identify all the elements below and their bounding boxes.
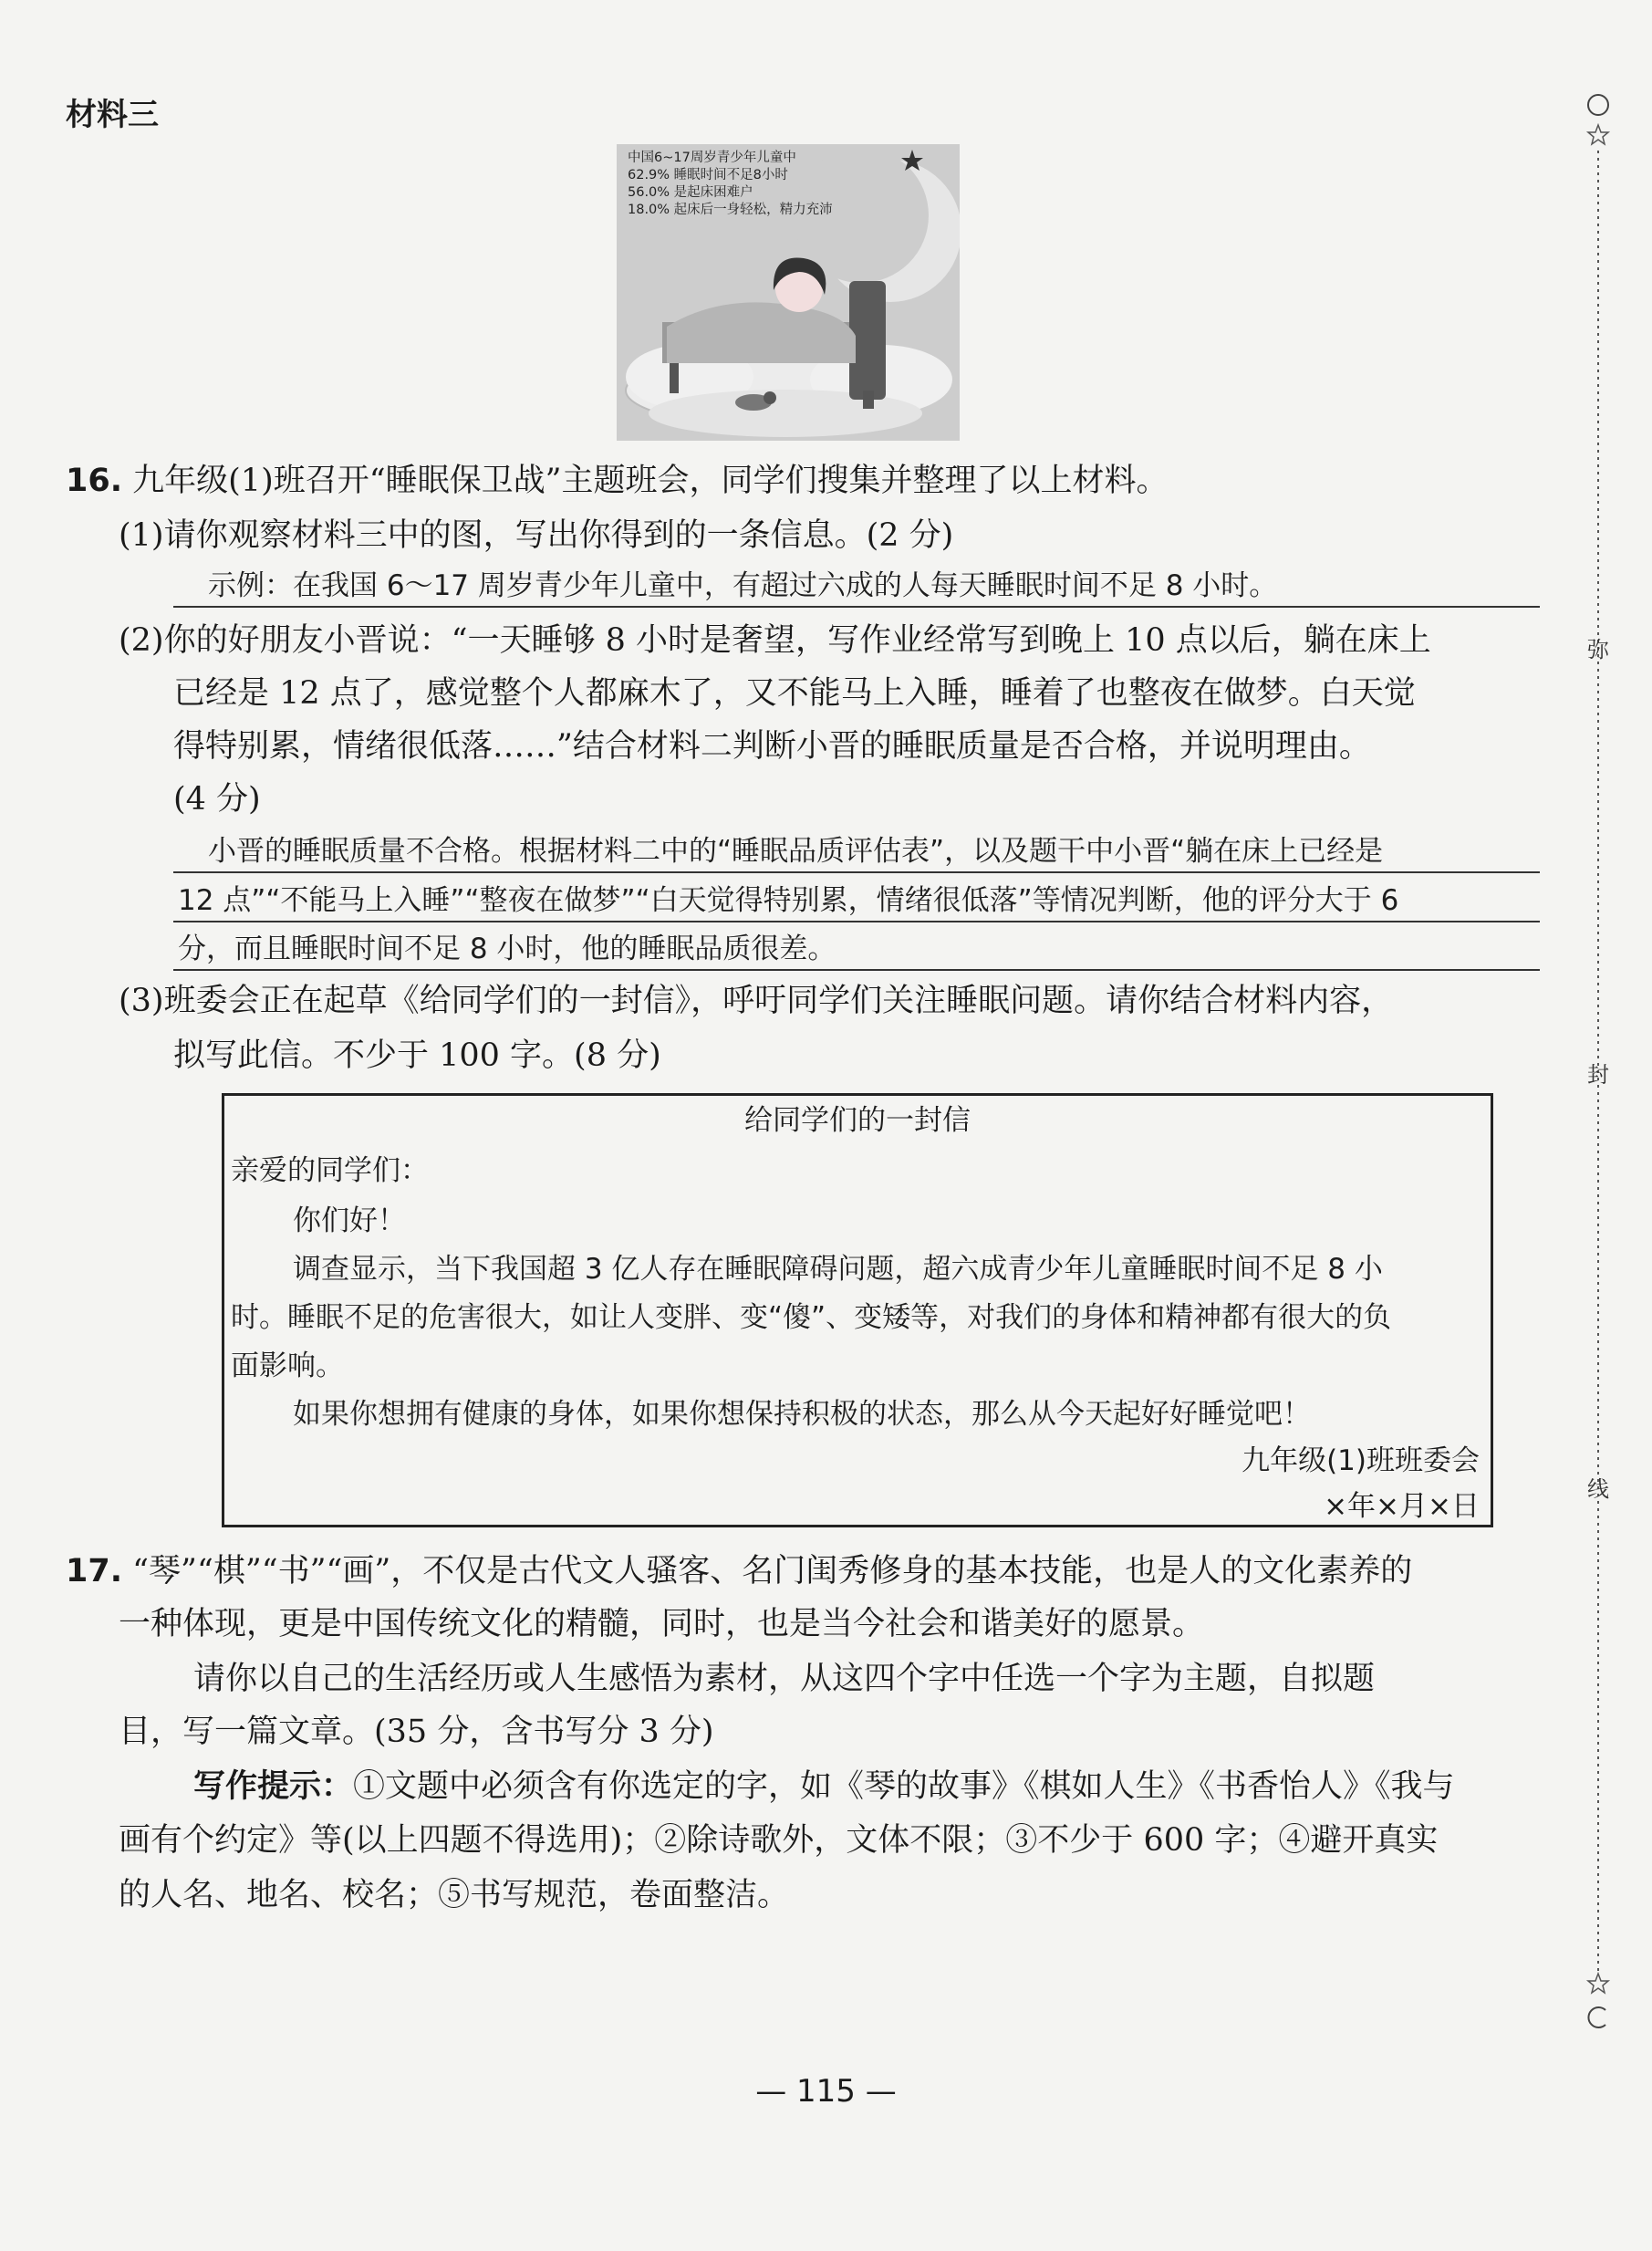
q17-stem-line-1 — [66, 1553, 1413, 1589]
tips-text-1: ①文题中必须含有你选定的字，如《琴的故事》《棋如人生》《书香怡人》《我与 — [353, 1768, 1455, 1805]
letter-title: 给同学们的一封信 — [744, 1104, 971, 1137]
q16-p3-question-line-1: (3)班委会正在起草《给同学们的一封信》，呼吁同学们关注睡眠问题。请你结合材料内容， — [119, 983, 1394, 1019]
letter-greeting: 你们好！ — [293, 1204, 406, 1237]
page-number: — 115 — — [755, 2073, 897, 2110]
q16-p2-answer-line-3: 分，而且睡眠时间不足 8 小时，他的睡眠品质很差。 — [178, 933, 836, 965]
q17-stem-text-1: “琴”“棋”“书”“画”，不仅是古代文人骚客、名门闺秀修身的基本技能，也是人的文化素养的 — [132, 1553, 1413, 1589]
q16-p2-question-line-2: 已经是 12 点了，感觉整个人都麻木了，又不能马上入睡，睡着了也整夜在做梦。白天觉 — [173, 675, 1416, 712]
letter-date: ×年×月×日 — [1324, 1490, 1480, 1523]
letter-closing: 如果你想拥有健康的身体，如果你想保持积极的状态，那么从今天起好好睡觉吧！ — [293, 1398, 1311, 1431]
q16-p2-answer-line-2: 12 点”“不能马上入睡”“整夜在做梦”“白天觉得特别累，情绪很低落”等情况判断，他的评分大于 6 — [178, 884, 1399, 917]
q16-p3-question-line-2: 拟写此信。不少于 100 字。(8 分) — [173, 1037, 661, 1074]
q17-tips-line-2: 画有个约定》等(以上四题不得选用)；②除诗歌外，文体不限；③不少于 600 字；④避开真实 — [119, 1822, 1439, 1859]
letter-box — [222, 1093, 1493, 1527]
figure-line-4: 18.0% 起床后一身轻松，精力充沛 — [628, 203, 833, 217]
q16-number: 16. — [66, 463, 123, 499]
sleep-illustration — [617, 144, 960, 441]
q16-p2-question-line-4: (4 分) — [173, 781, 261, 818]
tips-label: 写作提示： — [193, 1768, 354, 1805]
letter-salutation: 亲爱的同学们： — [231, 1154, 429, 1187]
margin-char-feng: 封 — [1587, 1062, 1609, 1088]
q16-p1-question: (1)请你观察材料三中的图，写出你得到的一条信息。(2 分) — [119, 517, 954, 554]
q16-p2-answer-line-1: 小晋的睡眠质量不合格。根据材料二中的“睡眠品质评估表”，以及题干中小晋“躺在床上已经是 — [208, 835, 1384, 868]
q17-stem-line-2: 一种体现，更是中国传统文化的精髓，同时，也是当今社会和谐美好的愿景。 — [119, 1606, 1205, 1642]
q17-number: 17. — [66, 1553, 123, 1589]
answer-underline — [173, 606, 1540, 608]
margin-char-mi: 弥 — [1587, 637, 1609, 662]
figure-line-1: 中国6~17周岁青少年儿童中 — [628, 151, 796, 165]
figure-line-2: 62.9% 睡眠时间不足8小时 — [628, 168, 788, 182]
material-heading: 材料三 — [66, 97, 159, 133]
q17-task-line-1: 请你以自己的生活经历或人生感悟为素材，从这四个字中任选一个字为主题，自拟题 — [193, 1661, 1376, 1697]
q17-tips-line-1 — [193, 1768, 1455, 1805]
q16-stem: 九年级(1)班召开“睡眠保卫战”主题班会，同学们搜集并整理了以上材料。 — [132, 463, 1169, 499]
answer-underline — [173, 871, 1540, 873]
q16-p2-question-line-1: (2)你的好朋友小晋说：“一天睡够 8 小时是奢望，写作业经常写到晚上 10 点以后，躺在床上 — [119, 622, 1431, 659]
answer-underline — [173, 921, 1540, 922]
q16-p2-question-line-3: 得特别累，情绪很低落……”结合材料二判断小晋的睡眠质量是否合格，并说明理由。 — [173, 728, 1371, 765]
q17-tips-line-3: 的人名、地名、校名；⑤书写规范，卷面整洁。 — [119, 1877, 790, 1913]
figure-line-3: 56.0% 是起床困难户 — [628, 185, 753, 200]
letter-body-line-1: 调查显示，当下我国超 3 亿人存在睡眠障碍问题，超六成青少年儿童睡眠时间不足 8 小 — [293, 1253, 1383, 1286]
q17-task-line-2: 目，写一篇文章。(35 分，含书写分 3 分) — [119, 1714, 714, 1750]
letter-body-line-3: 面影响。 — [231, 1350, 344, 1382]
q16-stem-line — [66, 465, 1169, 497]
q16-p1-answer: 示例：在我国 6～17 周岁青少年儿童中，有超过六成的人每天睡眠时间不足 8 小时。 — [208, 569, 1278, 602]
letter-body-line-2: 时。睡眠不足的危害很大，如让人变胖、变“傻”、变矮等，对我们的身体和精神都有很大的负 — [231, 1301, 1392, 1334]
answer-underline — [173, 969, 1540, 971]
margin-char-xian: 线 — [1587, 1476, 1609, 1502]
letter-signature: 九年级(1)班班委会 — [1242, 1444, 1480, 1477]
